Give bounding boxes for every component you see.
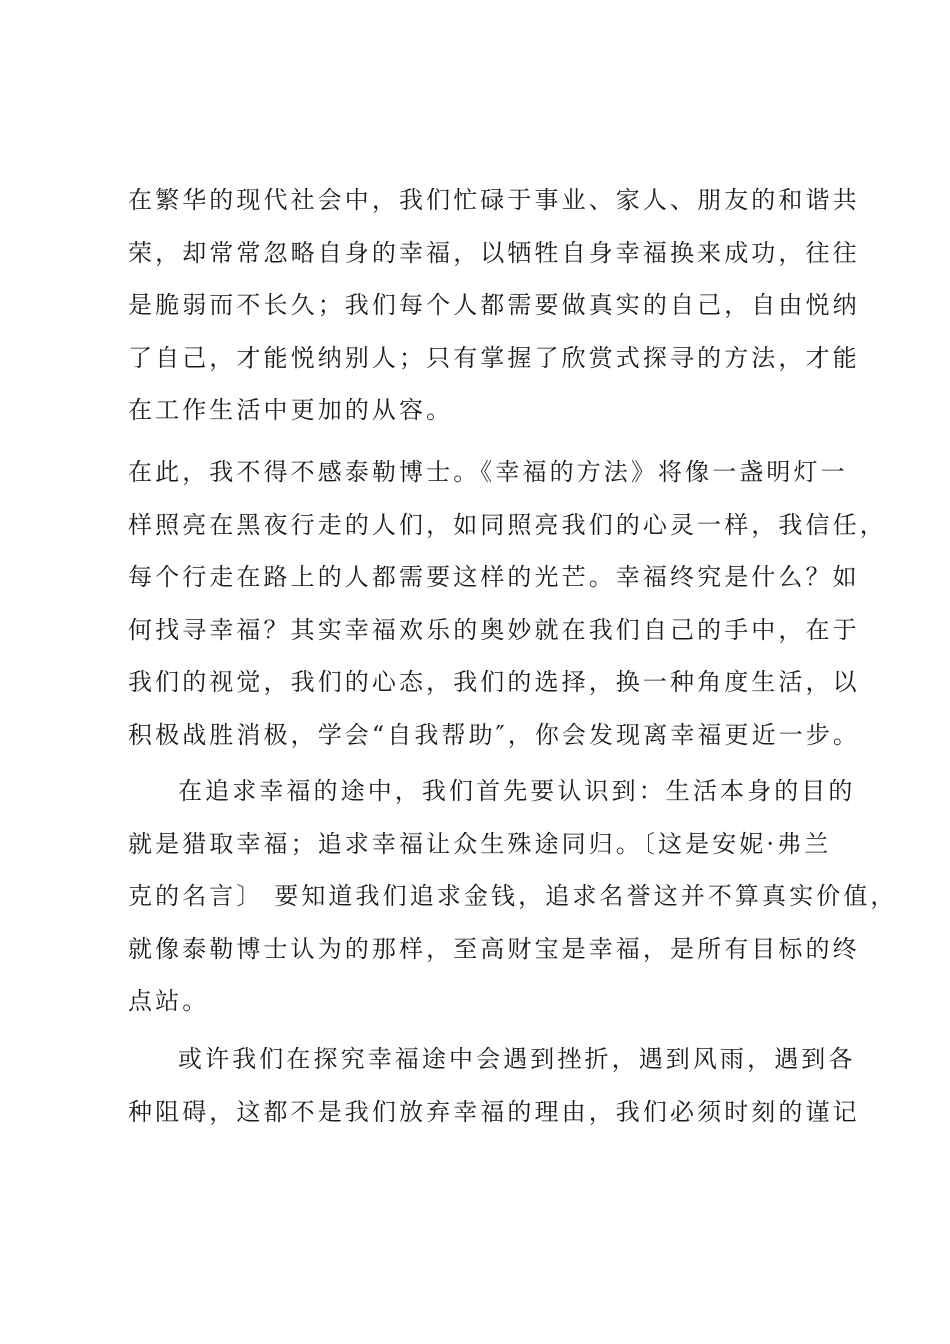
text-line: 我们的视觉，我们的心态，我们的选择，换一种角度生活，以 <box>128 668 860 696</box>
paragraph-3 <box>128 765 898 1028</box>
text-line: 点站。 <box>128 987 210 1015</box>
text-line: 何找寻幸福？其实幸福欢乐的奥妙就在我们自己的手中，在于 <box>128 615 860 644</box>
text-line: 或许我们在探究幸福途中会遇到挫折，遇到风雨，遇到各 <box>178 1045 856 1073</box>
text-line: 在繁华的现代社会中，我们忙碌于事业、家人、朋友的和谐共 <box>128 186 860 214</box>
text-line: 在追求幸福的途中，我们首先要认识到：生活本身的目的 <box>178 777 856 805</box>
text-line: 样照亮在黑夜行走的人们，如同照亮我们的心灵一样，我信任， <box>128 510 887 539</box>
text-line: 荣，却常常忽略自身的幸福，以牺牲自身幸福换来成功，往往 <box>128 238 860 267</box>
text-line: 积极战胜消极，学会“自我帮助″，你会发现离幸福更近一步。 <box>128 720 861 749</box>
text-line: 就像泰勒博士认为的那样，至高财宝是幸福，是所有目标的终 <box>128 934 860 963</box>
text-line: 就是猎取幸福；追求幸福让众生殊途同归。〔这是安妮·弗兰 <box>128 829 832 858</box>
text-line: 每个行走在路上的人都需要这样的光芒。幸福终究是什么？如 <box>128 563 860 591</box>
text-line: 克的名言〕 要知道我们追求金钱，追求名誉这并不算真实价值， <box>128 882 898 910</box>
paragraph-2 <box>128 446 887 761</box>
text-line: 是脆弱而不长久；我们每个人都需要做真实的自己，自由悦纳 <box>128 291 860 319</box>
paragraph-4 <box>128 1033 860 1138</box>
text-line: 在此，我不得不感泰勒博士。《幸福的方法》将像一盏明灯一 <box>128 458 848 486</box>
text-line: 种阻碍，这都不是我们放弃幸福的理由，我们必须时刻的谨记 <box>128 1097 860 1126</box>
paragraph-1 <box>128 174 860 437</box>
text-line: 了自己，才能悦纳别人；只有掌握了欣赏式探寻的方法，才能 <box>128 343 860 372</box>
text-line: 在工作生活中更加的从容。 <box>128 396 454 424</box>
